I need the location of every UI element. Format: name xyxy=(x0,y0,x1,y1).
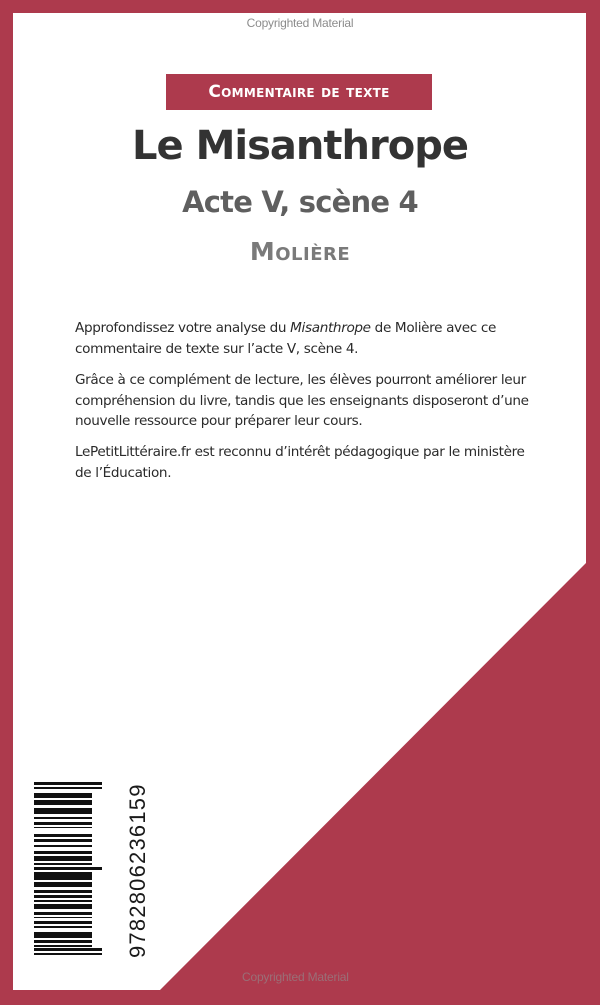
paragraph-1-italic-title: Misanthrope xyxy=(290,320,371,336)
paragraph-1-end: de Molière avec ce commentaire de texte sur l’acte V, scène 4. xyxy=(75,320,496,357)
isbn-number: 9782806236159 xyxy=(125,783,150,958)
isbn-barcode xyxy=(34,782,92,955)
description-paragraph-2: Grâce à ce complément de lecture, les élèves pourront améliorer leur compréhension du livre, tandis que les enseignants disposeront d’une nouvelle ressource pour préparer leur cours. xyxy=(75,372,529,429)
category-badge: Commentaire de texte xyxy=(166,74,432,110)
copyright-watermark-top: Copyrighted Material xyxy=(246,16,354,30)
paragraph-1-start: Approfondissez votre analyse du xyxy=(75,320,291,336)
book-subtitle: Acte V, scène 4 xyxy=(182,185,418,219)
description-paragraph-3: LePetitLittéraire.fr est reconnu d’intérêt pédagogique par le ministère de l’Éducation. xyxy=(75,444,525,481)
copyright-watermark-bottom: Copyrighted Material xyxy=(242,970,349,984)
isbn-digits xyxy=(96,783,150,958)
description-paragraph-1 xyxy=(75,318,535,359)
book-author: Molière xyxy=(249,237,351,266)
book-title: Le Misanthrope xyxy=(132,123,468,169)
